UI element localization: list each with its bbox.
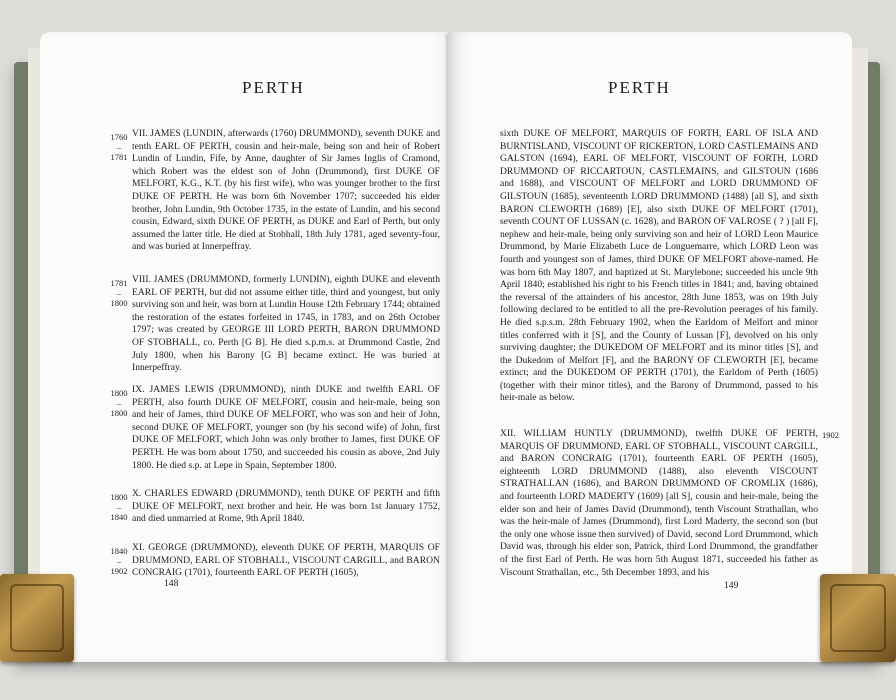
entry-ix: IX. JAMES LEWIS (DRUMMOND), ninth DUKE and twelfth EARL OF PERTH, also fourth DUKE OF MELFORT, cousin and heir-male, being son and heir of James, third DUKE OF MELFORT, who was son and heir of John, second DUKE OF MELFORT, younger son (by his second wife) of John, first DUKE OF MELFORT, which John was only brother to James, first DUKE OF PERTH. He was born about 1750, and succeeded his cousin as above, 2nd July 1800. He died s.p. at Lepe in Spain, September 1800. bbox=[132, 384, 440, 471]
running-head-right: PERTH bbox=[608, 78, 671, 97]
entry-xi-continuation: sixth DUKE OF MELFORT, MARQUIS OF FORTH, EARL OF ISLA AND BURNTISLAND, VISCOUNT OF RICKERTON, LORD CASTLEMAINS AND GALSTON (1694), EARL OF MELFORT, VISCOUNT OF FORTH, LORD DRUMMOND OF RICCARTOUN, CASTLEMAINS, and GILSTOUN (1686 and 1688), and VISCOUNT OF MELFORT and LORD DRUMMOND OF GILSTOUN (1685), seventeenth LORD DRUMMOND (1488) [all S], and sixth BARON CLEWORTH (1689) [E], also sixth DUKE OF MELFORT (1701), seventh COUNT OF LUSSAN (c. 1628), and BARON OF VALROSE ( ? ) [all F], nephew and heir-male, being only surviving son and heir of LORD Leon Maurice Drummond, by Marie Elizabeth Luce de Longuemarre, which LORD Leon was fourth and youngest son of James, third DUKE OF MELFORT above-named. He was born 6th May 1807, and baptized at St. Marylebone; succeeded his uncle 9th April 1840; established his right to his French titles in 1841; and, having obtained the reversal of the attainders of his ancestor, 28th June 1853, was on 19th July following declared to be entitled to all the pre-Revolution peerages of his family. He died s.p.s.m. 28th February 1902, when the Earldom of Melfort and minor titles conferred with it [S], and the County of Lussan [F], devolved on his only surviving daughter; the DUKEDOM OF MELFORT and its minor titles [S], and the Dukedom of Melfort [F], and the BARONY OF CLEWORTH [E], became extinct; and the DUKEDOM OF PERTH (1701), the Earldom of Perth (1605) (together with their minor titles), and the Barony of Drummond, passed to his heir-male as below. bbox=[500, 128, 818, 404]
page-number-left: 148 bbox=[164, 578, 179, 589]
entry-date-margin: 1902 bbox=[822, 430, 839, 440]
entry-dates: 1800 – 1800 bbox=[110, 388, 128, 418]
entry-dates: 1800 – 1840 bbox=[110, 492, 128, 522]
entry-dates: 1781 – 1800 bbox=[110, 278, 128, 308]
entry-dates: 1840 – 1902 bbox=[110, 546, 128, 576]
page-number-right: 149 bbox=[724, 580, 739, 591]
running-head-left: PERTH bbox=[242, 78, 305, 97]
entry-xi: XI. GEORGE (DRUMMOND), eleventh DUKE OF PERTH, MARQUIS OF DRUMMOND, EARL OF STOBHALL, VISCOUNT CARGILL, and BARON CONCRAIG (1701), fourteenth EARL OF PERTH (1605), bbox=[132, 542, 440, 579]
entry-viii: VIII. JAMES (DRUMMOND, formerly LUNDIN), eighth DUKE and eleventh EARL OF PERTH, but did not assume either title, third and youngest, but only surviving son and heir, was born at Lundin House 12th February 1744; obtained the restoration of the estates forfeited in 1745, in 1783, and on 26th October 1797; was created by GEORGE III LORD PERTH, BARON DRUMMOND OF STOBHALL, co. Perth [G B]. He died s.p.m.s. at Drummond Castle, 2nd July 1800, when his Barony [G B] became extinct. He was buried at Innerpeffray. bbox=[132, 274, 440, 374]
entry-dates: 1760 – 1781 bbox=[110, 132, 128, 162]
left-page bbox=[40, 32, 456, 662]
entry-x: X. CHARLES EDWARD (DRUMMOND), tenth DUKE OF PERTH and fifth DUKE OF MELFORT, next brother and heir. He was born 1st January 1752, and died unmarried at Rome, 9th April 1840. bbox=[132, 488, 440, 525]
entry-xii: XII. WILLIAM HUNTLY (DRUMMOND), twelfth DUKE OF PERTH, MARQUIS OF DRUMMOND, EARL OF STOBHALL, VISCOUNT CARGILL, and BARON CONCRAIG (1701), fourteenth EARL OF PERTH (1605), eighteenth LORD DRUMMOND (1488), also eleventh VISCOUNT STRATHALLAN (1686), and BARON DRUMMOND OF CROMLIX (1686), and fourteenth LORD MADERTY (1609) [all S], cousin and heir-male, being the elder son and heir of James David (Drummond), tenth Viscount Strathallan, who was the heir-male of James (Drummond), first Lord Maderty, the second son (but the only one whose issue then survived) of David, second Lord Drummond, which David was, through his elder son, Patrick, third Lord Drummond, the grandfather of the first Earl of Perth. He was born 5th August 1871, succeeded his father as Viscount Strathallan, etc., 5th December 1893, and his bbox=[500, 428, 818, 578]
brass-book-weight-left bbox=[0, 574, 74, 662]
entry-vii: VII. JAMES (LUNDIN, afterwards (1760) DRUMMOND), seventh DUKE and tenth EARL OF PERTH, cousin and heir-male, being son and heir of Robert Lundin of Lundin, Fife, by Anne, daughter of Sir James Inglis of Cramond, which Robert was the eldest son of John (Drummond), first DUKE OF MELFORT, K.G., K.T. (by his first wife), who was younger brother to the first DUKE OF PERTH. He was born 6th November 1707; succeeded his elder brother, John Lundin, 9th October 1735, in the estate of Lundin, and his second cousin, Edward, sixth DUKE OF PERTH, as DUKE and Earl of Perth, but only assumed the latter title. He died at Stobhall, 18th July 1781, aged seventy-four, and was buried at Innerpeffray. bbox=[132, 128, 440, 253]
right-page bbox=[448, 32, 852, 662]
brass-book-weight-right bbox=[820, 574, 896, 662]
